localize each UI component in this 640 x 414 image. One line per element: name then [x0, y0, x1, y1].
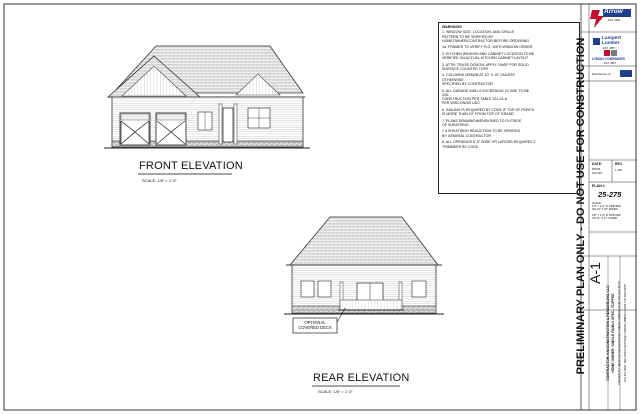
- note-item: 8. ALL OPENINGS 6'-0" WIDE OR LARGER REQUIRES 2 TRIMMERS BY CODE: [442, 140, 536, 149]
- rev-label: REV.: [615, 162, 623, 166]
- distributor-text: Distributors of: [592, 72, 611, 76]
- note-item: 5. ALL GARAGE WALLS EXCEEDING 10' ARE TO BE 2X6 CONSTRUCTION PER TABLE 321.25-A PER WISCONSIN UDC: [442, 88, 530, 106]
- note-item: 7. PLANS DRAWN/DIMENSIONED TO OUTSIDE OF SHEATHING.: [442, 118, 522, 127]
- rear-elevation-title: REAR ELEVATION: [313, 372, 410, 384]
- scale-note: SCALE: 1/4" = 1'-0" IF PRINTED ON 24" X 36" PAPER 1/8" = 1'-0" IF PRINTED ON 11" X 17" PAPER: [592, 202, 621, 221]
- distributor-badge: [620, 70, 632, 77]
- note-item: 3. ATTN: TRUSS DESIGN: APPLY 20#SF FOR SOLID SURFACE COUNTER TOPS: [442, 62, 529, 71]
- sales-rep-line: SALES REP: NELSON GRAYN@LYMANLUMBER.COM 715-829-5225: [623, 284, 627, 382]
- rev-values: 1 4/8: [615, 168, 622, 172]
- notes-heading: WARNINGS: [442, 25, 462, 29]
- home-owner-line: HOME OWNER: SINGLE FAMILY SPEC - FLIPPED: [611, 293, 615, 373]
- date-values: 8/5/25 10/1/25: [592, 167, 603, 175]
- lyman-logo-text: LYMAN COMPANIES: [592, 57, 625, 61]
- lampert-logo-sub: EST. 1887: [603, 47, 615, 50]
- preliminary-warning: PRELIMINARY PLAN ONLY - DO NOT USE FOR CONSTRUCTION: [575, 37, 587, 375]
- lyman-logo: [604, 50, 617, 56]
- note-item: 1a. FRAMER TO VERIFY R.O. WITH WINDOW ORDER: [442, 45, 533, 50]
- lyman-logo-sub: EST. 1897: [604, 62, 616, 65]
- front-elevation-drawing: [104, 46, 310, 148]
- note-item: 6. RAILING IS REQUIRED BY CODE IF TOP OF PORCH IS MORE THAN 24" FROM TOP OF GRADE: [442, 107, 535, 117]
- contractor-line: CONTRACTOR: KM CONSTRUCTION & REMODELING, LLC: [606, 285, 610, 381]
- lampert-logo-mark: [593, 38, 600, 45]
- note-item: 4. COLUMNS DRAWN AT 10" X 10" UNLESS OTHERWISE SPECIFIED BY CONTRACTOR: [442, 73, 515, 87]
- plan-number: 25-275: [598, 190, 622, 199]
- warnings-notes-box: [438, 22, 580, 194]
- front-elevation-title: FRONT ELEVATION: [139, 160, 243, 172]
- lampert-logo-text: Lampert Lumber: [602, 36, 621, 46]
- date-label: DATE:: [592, 162, 603, 166]
- sheet-number: A-1: [587, 262, 603, 284]
- optional-covered-deck-callout: OPTIONAL COVERED DECK: [298, 320, 332, 330]
- note-item: 2. KITCHEN WINDOW AND CABINET LOCATION TO BE VERIFIED ON ACTUAL KITCHEN CABINET LAYOUT: [442, 51, 535, 61]
- arrow-logo-text: Arrow: [604, 8, 623, 15]
- drawn-by-line: DRAWN BY: MWOOD MAXWOOD@LYMANLUMBER.COM 715-822-3578: [617, 281, 621, 385]
- plan-label: PLAN #: [592, 184, 605, 188]
- note-item: 7.a SHEATHING REDUCTION TO BE VERIFIED BY GENERAL CONTRACTOR: [442, 129, 521, 138]
- front-elevation-scale: SCALE: 1/8" = 1'-0": [142, 178, 177, 183]
- rear-elevation-drawing: [284, 217, 444, 326]
- rear-elevation-scale: SCALE: 1/8" = 1'-0": [318, 389, 353, 394]
- arrow-logo-sub: EST. 1993: [608, 19, 620, 22]
- note-item: 1. WINDOW SIZE, LOCATION, AND GRILLE PATTERN TO BE VERIFIED BY HOMEOWNER/CONTRACTOR BEFORE ORDERING: [442, 30, 529, 43]
